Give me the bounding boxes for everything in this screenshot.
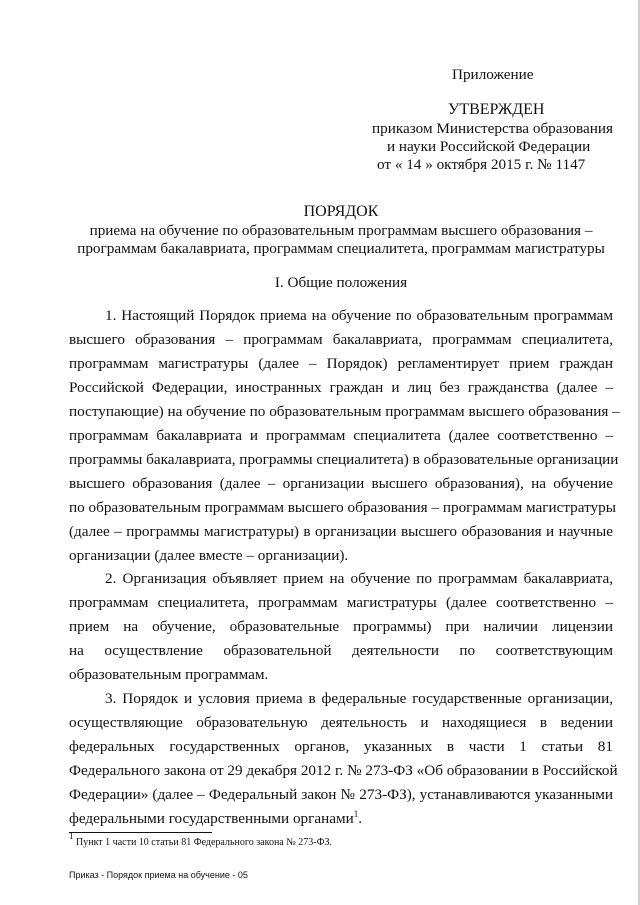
footnote-text: Пункт 1 части 10 статьи 81 Федерального закона № 273-ФЗ. xyxy=(76,837,333,848)
footnote-mark: 1 xyxy=(69,831,74,841)
appendix-label: Приложение xyxy=(452,66,534,83)
paragraph-line: 3. Порядок и условия приема в федеральные государственные организации, xyxy=(105,690,613,707)
order-line-2: и науки Российской Федерации xyxy=(387,138,591,155)
paragraph-line: высшего образования (далее – организации высшего образования), на обучение xyxy=(69,475,613,492)
paragraph-line: 2. Организация объявляет прием на обучение по программам бакалавриата, xyxy=(105,570,613,587)
paragraph-line: прием на обучение, образовательные программы) при наличии лицензии xyxy=(69,618,613,635)
paragraph-line: высшего образования – программам бакалавриата, программам специалитета, xyxy=(69,331,613,348)
approved-label: УТВЕРЖДЕН xyxy=(448,101,545,118)
document-subtitle-2: программам бакалавриата, программам специалитета, программам магистратуры xyxy=(77,240,605,257)
section-heading: I. Общие положения xyxy=(274,274,408,291)
document-title: ПОРЯДОК xyxy=(303,203,379,220)
paragraph-line: Российской Федерации, иностранных граждан и лиц без гражданства (далее – xyxy=(69,379,613,396)
page-footer: Приказ - Порядок приема на обучение - 05 xyxy=(69,870,248,880)
paragraph-line: организации (далее вместе – организации). xyxy=(69,547,349,564)
paragraph-line-text: федеральными государственными органами xyxy=(69,810,354,827)
footnote xyxy=(69,831,333,849)
paragraph-line: по образовательным программам высшего образования – программам магистратуры xyxy=(69,499,616,516)
footnote-reference: 1 xyxy=(353,809,359,819)
paragraph-line: программам бакалавриата и программам специалитета (далее соответственно – xyxy=(69,427,613,444)
order-line-1: приказом Министерства образования xyxy=(372,120,613,137)
paragraph-line: 1. Настоящий Порядок приема на обучение по образовательным программам xyxy=(105,307,613,324)
paragraph-line: федеральных государственных органов, указанных в части 1 статьи 81 xyxy=(69,738,613,755)
paragraph-line: программам специалитета, программам магистратуры (далее соответственно – xyxy=(69,594,613,611)
paragraph-line: осуществляющие образовательную деятельность и находящиеся в ведении xyxy=(69,714,613,731)
paragraph-line: Федерации» (далее – Федеральный закон № 273-ФЗ), устанавливаются указанными xyxy=(69,786,613,803)
paragraph-line: на осуществление образовательной деятельности по соответствующим xyxy=(69,642,613,659)
paragraph-line: Федерального закона от 29 декабря 2012 г. № 273-ФЗ «Об образовании в Российской xyxy=(69,762,618,779)
paragraph-line: образовательным программам. xyxy=(69,666,269,683)
paragraph-line: (далее – программы магистратуры) в организации высшего образования и научные xyxy=(69,523,613,540)
paragraph-line: программы бакалавриата, программы специалитета) в образовательные организации xyxy=(69,451,619,468)
document-subtitle-1: приема на обучение по образовательным программам высшего образования – xyxy=(89,222,593,239)
paragraph-line: программам магистратуры (далее – Порядок) регламентирует прием граждан xyxy=(69,355,613,372)
order-line-3: от « 14 » октября 2015 г. № 1147 xyxy=(377,156,586,173)
footnote-divider xyxy=(69,832,212,833)
paragraph-line: федеральными государственными органами$^1$. xyxy=(69,809,363,827)
paragraph-line: поступающие) на обучение по образовательным программам высшего образования – xyxy=(69,403,620,420)
